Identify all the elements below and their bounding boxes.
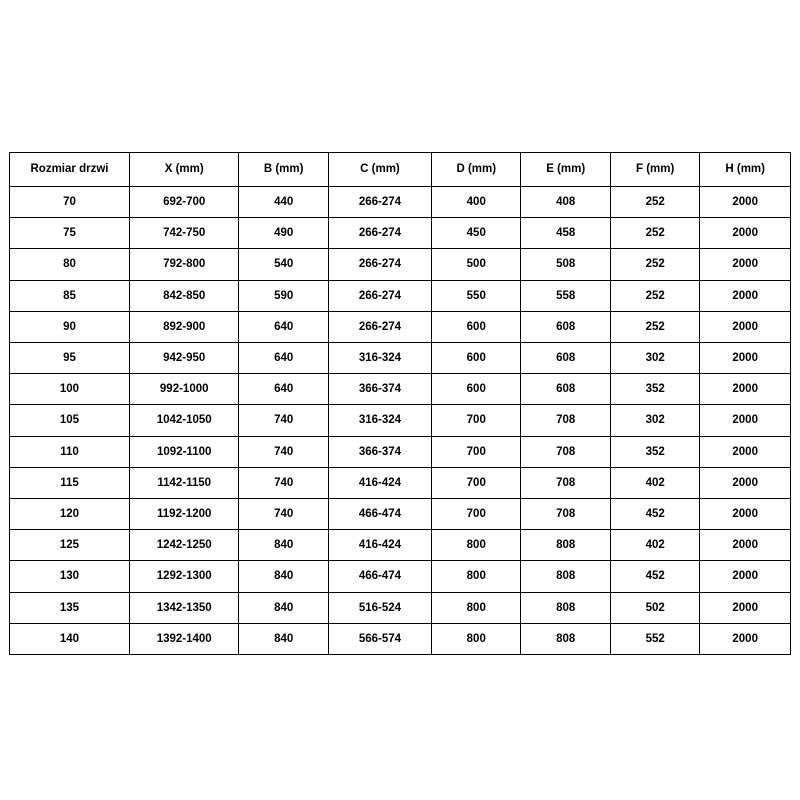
cell-d: 600 — [432, 311, 521, 342]
cell-h: 2000 — [700, 436, 791, 467]
cell-x: 842-850 — [129, 280, 238, 311]
cell-e: 458 — [521, 218, 610, 249]
cell-c: 466-474 — [328, 561, 431, 592]
cell-door-size: 75 — [10, 218, 130, 249]
table-row — [10, 249, 791, 280]
cell-h: 2000 — [700, 467, 791, 498]
cell-d: 500 — [432, 249, 521, 280]
cell-b: 740 — [239, 499, 328, 530]
cell-b: 640 — [239, 311, 328, 342]
table-header — [10, 153, 791, 187]
cell-c: 516-524 — [328, 592, 431, 623]
cell-e: 608 — [521, 374, 610, 405]
cell-x: 1242-1250 — [129, 530, 238, 561]
table-row — [10, 187, 791, 218]
table-row — [10, 343, 791, 374]
column-header-e: E (mm) — [521, 153, 610, 187]
cell-e: 708 — [521, 499, 610, 530]
column-header-b: B (mm) — [239, 153, 328, 187]
cell-x: 1192-1200 — [129, 499, 238, 530]
cell-h: 2000 — [700, 592, 791, 623]
table-row — [10, 218, 791, 249]
cell-d: 700 — [432, 467, 521, 498]
cell-x: 1292-1300 — [129, 561, 238, 592]
cell-c: 366-374 — [328, 436, 431, 467]
cell-e: 808 — [521, 623, 610, 654]
cell-c: 416-424 — [328, 530, 431, 561]
cell-door-size: 85 — [10, 280, 130, 311]
cell-d: 800 — [432, 592, 521, 623]
cell-c: 316-324 — [328, 405, 431, 436]
cell-b: 640 — [239, 343, 328, 374]
cell-door-size: 90 — [10, 311, 130, 342]
cell-c: 266-274 — [328, 280, 431, 311]
cell-b: 440 — [239, 187, 328, 218]
column-header-c: C (mm) — [328, 153, 431, 187]
cell-f: 402 — [610, 530, 699, 561]
cell-b: 840 — [239, 530, 328, 561]
cell-c: 366-374 — [328, 374, 431, 405]
table-row — [10, 405, 791, 436]
cell-x: 1392-1400 — [129, 623, 238, 654]
column-header-h: H (mm) — [700, 153, 791, 187]
specification-table — [9, 152, 791, 655]
cell-h: 2000 — [700, 374, 791, 405]
specification-table-container — [9, 152, 791, 655]
table-row — [10, 467, 791, 498]
cell-door-size: 70 — [10, 187, 130, 218]
column-header-x: X (mm) — [129, 153, 238, 187]
column-header-door-size: Rozmiar drzwi — [10, 153, 130, 187]
cell-door-size: 105 — [10, 405, 130, 436]
cell-e: 808 — [521, 561, 610, 592]
table-row — [10, 311, 791, 342]
cell-e: 408 — [521, 187, 610, 218]
cell-x: 892-900 — [129, 311, 238, 342]
table-row — [10, 561, 791, 592]
cell-e: 708 — [521, 436, 610, 467]
cell-c: 466-474 — [328, 499, 431, 530]
cell-x: 1142-1150 — [129, 467, 238, 498]
cell-door-size: 80 — [10, 249, 130, 280]
cell-e: 808 — [521, 530, 610, 561]
cell-c: 566-574 — [328, 623, 431, 654]
cell-h: 2000 — [700, 311, 791, 342]
cell-x: 692-700 — [129, 187, 238, 218]
cell-b: 590 — [239, 280, 328, 311]
cell-h: 2000 — [700, 561, 791, 592]
cell-e: 708 — [521, 405, 610, 436]
cell-d: 800 — [432, 530, 521, 561]
table-body — [10, 187, 791, 655]
cell-b: 840 — [239, 561, 328, 592]
table-row — [10, 623, 791, 654]
cell-e: 608 — [521, 343, 610, 374]
cell-c: 266-274 — [328, 187, 431, 218]
cell-h: 2000 — [700, 343, 791, 374]
cell-door-size: 125 — [10, 530, 130, 561]
cell-x: 1042-1050 — [129, 405, 238, 436]
table-row — [10, 592, 791, 623]
cell-door-size: 100 — [10, 374, 130, 405]
cell-b: 540 — [239, 249, 328, 280]
cell-d: 800 — [432, 623, 521, 654]
cell-e: 808 — [521, 592, 610, 623]
cell-d: 450 — [432, 218, 521, 249]
cell-d: 400 — [432, 187, 521, 218]
cell-f: 402 — [610, 467, 699, 498]
cell-h: 2000 — [700, 218, 791, 249]
cell-c: 266-274 — [328, 249, 431, 280]
cell-x: 742-750 — [129, 218, 238, 249]
cell-h: 2000 — [700, 623, 791, 654]
cell-f: 552 — [610, 623, 699, 654]
cell-door-size: 95 — [10, 343, 130, 374]
cell-x: 992-1000 — [129, 374, 238, 405]
cell-f: 452 — [610, 499, 699, 530]
cell-c: 266-274 — [328, 218, 431, 249]
cell-c: 316-324 — [328, 343, 431, 374]
cell-h: 2000 — [700, 249, 791, 280]
cell-e: 558 — [521, 280, 610, 311]
cell-b: 840 — [239, 592, 328, 623]
cell-h: 2000 — [700, 280, 791, 311]
cell-d: 700 — [432, 436, 521, 467]
cell-d: 600 — [432, 343, 521, 374]
cell-e: 508 — [521, 249, 610, 280]
cell-f: 252 — [610, 187, 699, 218]
cell-f: 252 — [610, 218, 699, 249]
cell-h: 2000 — [700, 405, 791, 436]
table-row — [10, 280, 791, 311]
cell-b: 740 — [239, 436, 328, 467]
cell-b: 640 — [239, 374, 328, 405]
cell-f: 302 — [610, 343, 699, 374]
cell-d: 800 — [432, 561, 521, 592]
cell-e: 608 — [521, 311, 610, 342]
cell-x: 792-800 — [129, 249, 238, 280]
cell-door-size: 140 — [10, 623, 130, 654]
column-header-d: D (mm) — [432, 153, 521, 187]
column-header-f: F (mm) — [610, 153, 699, 187]
cell-f: 502 — [610, 592, 699, 623]
cell-x: 942-950 — [129, 343, 238, 374]
cell-door-size: 120 — [10, 499, 130, 530]
cell-c: 266-274 — [328, 311, 431, 342]
cell-d: 550 — [432, 280, 521, 311]
cell-door-size: 110 — [10, 436, 130, 467]
cell-x: 1092-1100 — [129, 436, 238, 467]
cell-d: 700 — [432, 499, 521, 530]
cell-b: 740 — [239, 405, 328, 436]
cell-door-size: 135 — [10, 592, 130, 623]
table-row — [10, 530, 791, 561]
cell-x: 1342-1350 — [129, 592, 238, 623]
cell-d: 600 — [432, 374, 521, 405]
cell-f: 252 — [610, 249, 699, 280]
cell-h: 2000 — [700, 530, 791, 561]
cell-b: 490 — [239, 218, 328, 249]
cell-e: 708 — [521, 467, 610, 498]
table-row — [10, 499, 791, 530]
cell-h: 2000 — [700, 499, 791, 530]
cell-door-size: 115 — [10, 467, 130, 498]
cell-d: 700 — [432, 405, 521, 436]
table-header-row — [10, 153, 791, 187]
cell-b: 740 — [239, 467, 328, 498]
cell-f: 302 — [610, 405, 699, 436]
cell-f: 352 — [610, 436, 699, 467]
cell-c: 416-424 — [328, 467, 431, 498]
cell-door-size: 130 — [10, 561, 130, 592]
cell-f: 252 — [610, 280, 699, 311]
table-row — [10, 436, 791, 467]
table-row — [10, 374, 791, 405]
cell-h: 2000 — [700, 187, 791, 218]
cell-b: 840 — [239, 623, 328, 654]
cell-f: 252 — [610, 311, 699, 342]
cell-f: 452 — [610, 561, 699, 592]
cell-f: 352 — [610, 374, 699, 405]
